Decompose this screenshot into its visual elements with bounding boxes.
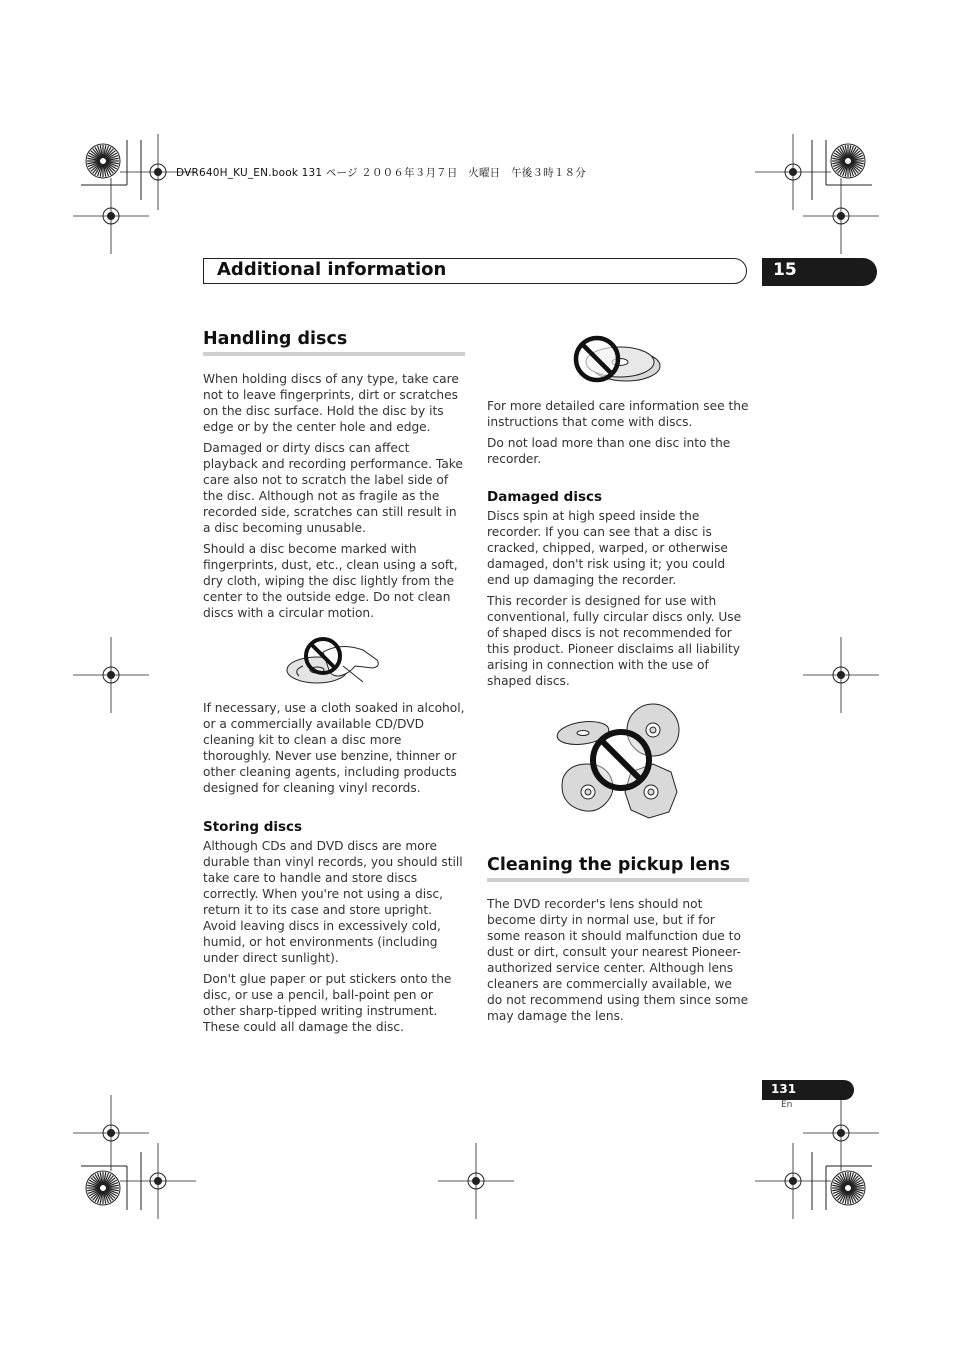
paragraph: Do not load more than one disc into the recorder. (487, 436, 731, 466)
page-title: Additional information (217, 259, 447, 280)
handling-cleaning-agents-block (203, 700, 465, 801)
chapter-number-tab (762, 258, 877, 286)
heading-rule (487, 878, 749, 882)
care-info-block (487, 398, 749, 472)
page-number-tab (762, 1080, 854, 1100)
shaped-discs-prohibited-illustration (553, 700, 683, 822)
heading-rule (203, 352, 465, 356)
storing-text-block (203, 838, 465, 1040)
paragraph: For more detailed care information see the instructions that come with discs. (487, 399, 749, 429)
cleaning-text-block (487, 896, 749, 1029)
heading-handling-discs: Handling discs (203, 329, 348, 349)
stacked-discs-prohibited-illustration (572, 334, 664, 388)
paragraph: The DVD recorder's lens should not become dirty in normal use, but if for some reason it should malfunction due to dust or dirt, consult your nearest Pioneer-authorized service center. Although lens cleaners are commercially available, we do not recommend using them since some may damage the lens. (487, 897, 749, 1023)
chapter-number: 15 (773, 260, 797, 280)
paragraph: When holding discs of any type, take care not to leave fingerprints, dirt or scratches on the disc surface. Hold the disc by its edge or by the center hole and edge. (203, 372, 459, 434)
paragraph: If necessary, use a cloth soaked in alcohol, or a commercially available CD/DVD cleaning kit to clean a disc more thoroughly. Never use benzine, thinner or other cleaning agents, including products designed for cleaning vinyl records. (203, 701, 465, 795)
paragraph: This recorder is designed for use with conventional, fully circular discs only. Use of shaped discs is not recommended for this product. Pioneer disclaims all liability arising in connection with the use of shaped discs. (487, 594, 742, 688)
language-code: En (781, 1100, 793, 1110)
paragraph: Don't glue paper or put stickers onto the disc, or use a pencil, ball-point pen or other sharp-tipped writing instrument. These could all damage the disc. (203, 972, 452, 1034)
paragraph: Discs spin at high speed inside the recorder. If you can see that a disc is cracked, chipped, warped, or otherwise damaged, don't risk using it; you could end up damaging the recorder. (487, 509, 728, 587)
handling-text-block (203, 371, 465, 626)
paragraph: Should a disc become marked with fingerprints, dust, etc., clean using a soft, dry cloth, wiping the disc lightly from the center to the outside edge. Do not clean discs with a circular motion. (203, 542, 458, 620)
heading-damaged-discs: Damaged discs (487, 489, 603, 505)
heading-cleaning-pickup-lens: Cleaning the pickup lens (487, 855, 731, 875)
circular-wipe-prohibited-illustration (283, 632, 388, 692)
page-number: 131 (771, 1082, 797, 1096)
paragraph: Although CDs and DVD discs are more durable than vinyl records, you should still take care to handle and store discs correctly. When you're not using a disc, return it to its case and store upright. Avoid leaving discs in excessively cold, humid, or hot environments (including under direct sunlight). (203, 839, 463, 965)
damaged-text-block (487, 508, 749, 694)
paragraph: Damaged or dirty discs can affect playback and recording performance. Take care also not to scratch the label side of the disc. Although not as fragile as the recorded side, scratches can still result in a disc becoming unusable. (203, 441, 463, 535)
print-slug: DVR640H_KU_EN.book 131 ページ ２００６年３月７日 火曜日 午後３時１８分 (176, 167, 586, 179)
heading-storing-discs: Storing discs (203, 819, 303, 835)
